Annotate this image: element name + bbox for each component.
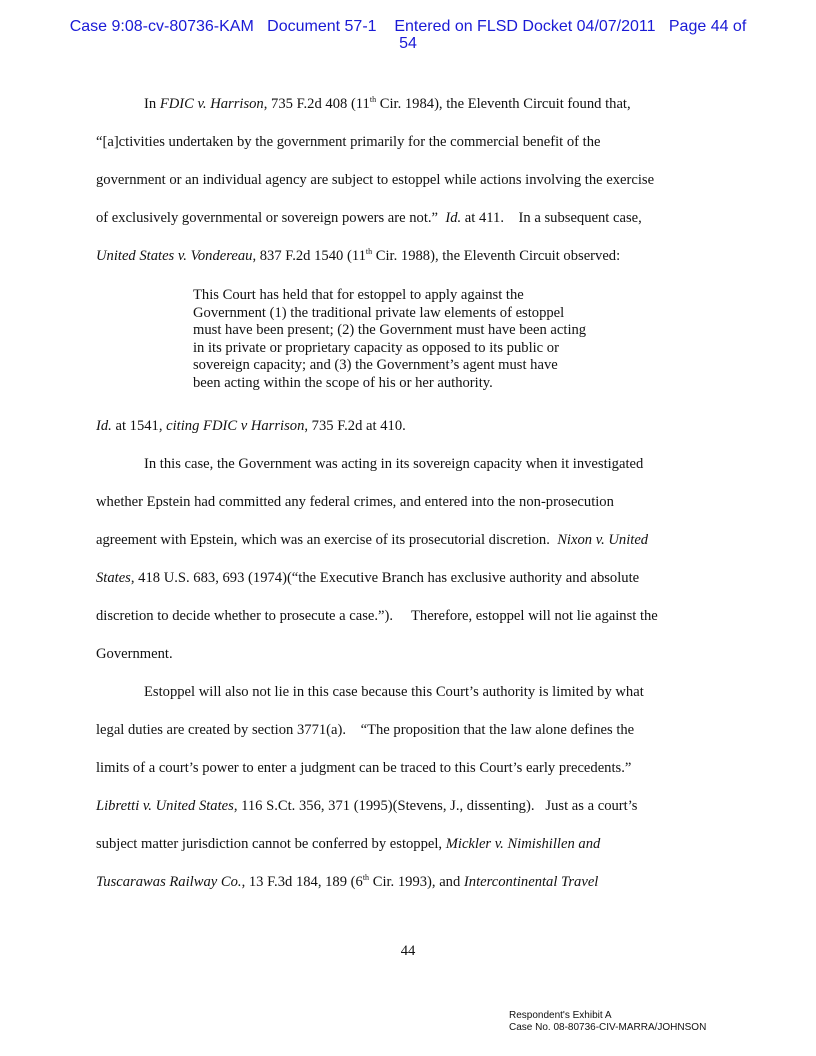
paragraph-2-line-5: discretion to decide whether to prosecute a case.”). Therefore, estoppel will not lie against the bbox=[96, 608, 658, 624]
exhibit-stamp bbox=[509, 1010, 706, 1033]
paragraph-3-line-2: legal duties are created by section 3771(a). “The proposition that the law alone defines the bbox=[96, 722, 635, 738]
block-quote-line: in its private or proprietary capacity as opposed to its public or bbox=[193, 339, 559, 356]
page-total: 54 bbox=[399, 35, 417, 52]
block-quote-line: Government (1) the traditional private law elements of estoppel bbox=[193, 304, 565, 321]
case-citation: FDIC v. Harrison bbox=[159, 96, 264, 112]
block-quote-line: This Court has held that for estoppel to apply against the bbox=[193, 287, 524, 303]
paragraph-3-line-3: limits of a court’s power to enter a judgment can be traced to this Court’s early precedents.” bbox=[96, 760, 632, 776]
block-quote-line: been acting within the scope of his or her authority. bbox=[193, 374, 493, 391]
block-quote-line: must have been present; (2) the Government must have been acting bbox=[193, 322, 587, 338]
paragraph-2-line-2: whether Epstein had committed any federal crimes, and entered into the non-prosecution bbox=[96, 494, 614, 510]
paragraph-3-line-1: Estoppel will also not lie in this case because this Court’s authority is limited by what bbox=[144, 684, 644, 700]
exhibit-case-number: Case No. 08-80736-CIV-MARRA/JOHNSON bbox=[509, 1021, 707, 1033]
block-quote bbox=[193, 287, 633, 392]
paragraph-2-line-6: Government. bbox=[96, 646, 173, 662]
paragraph-1-line-2: “[a]ctivities undertaken by the government primarily for the commercial benefit of the bbox=[96, 134, 601, 150]
block-quote-line: sovereign capacity; and (3) the Government’s agent must have bbox=[193, 357, 558, 373]
paragraph-2-line-4: States, 418 U.S. 683, 693 (1974)(“the Executive Branch has exclusive authority and absolute bbox=[96, 570, 640, 586]
paragraph-1-line-3: government or an individual agency are subject to estoppel while actions involving the exercise bbox=[96, 172, 655, 188]
paragraph-1-line-1: In FDIC v. Harrison, 735 F.2d 408 (11th Cir. 1984), the Eleventh Circuit found that, bbox=[144, 95, 631, 112]
paragraph-1-line-5: United States v. Vondereau, 837 F.2d 1540 (11th Cir. 1988), the Eleventh Circuit observed: bbox=[96, 247, 621, 264]
docket-entry: Entered on FLSD Docket 04/07/2011 bbox=[394, 18, 656, 35]
citation-line: Id. at 1541, citing FDIC v Harrison, 735 F.2d at 410. bbox=[96, 418, 406, 434]
docket-header bbox=[60, 18, 756, 52]
paragraph-3-line-6: Tuscarawas Railway Co., 13 F.3d 184, 189 (6th Cir. 1993), and Intercontinental Travel bbox=[96, 873, 599, 890]
paragraph-1-line-4: of exclusively governmental or sovereign powers are not.” Id. at 411. In a subsequent case, bbox=[96, 210, 642, 226]
paragraph-2-line-3: agreement with Epstein, which was an exercise of its prosecutorial discretion. Nixon v. United bbox=[96, 532, 649, 548]
case-number: Case 9:08-cv-80736-KAM bbox=[69, 18, 254, 35]
paragraph-3-line-5: subject matter jurisdiction cannot be conferred by estoppel, Mickler v. Nimishillen and bbox=[96, 836, 601, 852]
page-number: 44 bbox=[400, 943, 416, 959]
exhibit-label: Respondent's Exhibit A bbox=[509, 1010, 612, 1021]
document-number: Document 57-1 bbox=[267, 18, 377, 35]
paragraph-2-line-1: In this case, the Government was acting in its sovereign capacity when it investigated bbox=[144, 456, 644, 472]
paragraph-3-line-4: Libretti v. United States, 116 S.Ct. 356, 371 (1995)(Stevens, J., dissenting). Just as a court’s bbox=[96, 798, 638, 814]
case-citation: United States v. Vondereau bbox=[96, 248, 253, 264]
page-of: Page 44 of bbox=[668, 18, 747, 35]
